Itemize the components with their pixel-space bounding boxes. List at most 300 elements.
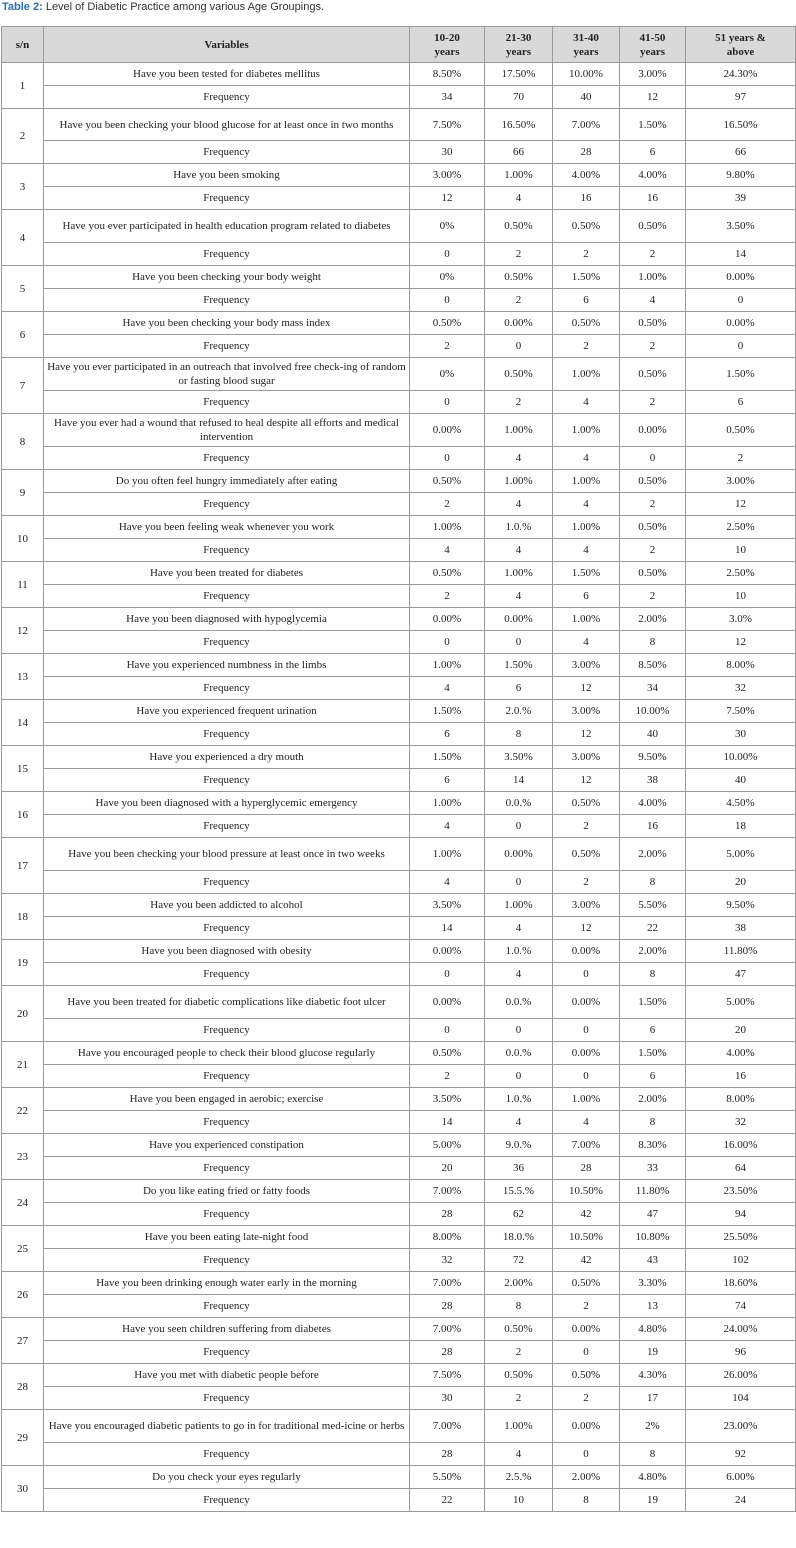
frequency-cell: 2 xyxy=(553,871,620,894)
row-number: 28 xyxy=(2,1364,44,1410)
frequency-cell: 2 xyxy=(485,1387,553,1410)
question-row xyxy=(2,516,796,539)
percent-cell: 1.50% xyxy=(620,986,686,1019)
frequency-cell: 4 xyxy=(553,391,620,414)
percent-cell: 0.50% xyxy=(686,414,796,447)
question-text: Have you experienced a dry mouth xyxy=(44,746,410,769)
frequency-label: Frequency xyxy=(44,391,410,414)
frequency-cell: 12 xyxy=(553,723,620,746)
percent-cell: 0.50% xyxy=(410,562,485,585)
percent-cell: 3.00% xyxy=(410,164,485,187)
percent-cell: 4.80% xyxy=(620,1318,686,1341)
percent-cell: 0.00% xyxy=(485,838,553,871)
percent-cell: 7.50% xyxy=(686,700,796,723)
row-number: 21 xyxy=(2,1042,44,1088)
frequency-cell: 12 xyxy=(620,86,686,109)
frequency-cell: 6 xyxy=(410,769,485,792)
percent-cell: 23.50% xyxy=(686,1180,796,1203)
frequency-row xyxy=(2,1065,796,1088)
frequency-cell: 2 xyxy=(620,585,686,608)
percent-cell: 0.00% xyxy=(686,266,796,289)
question-text: Have you experienced numbness in the limbs xyxy=(44,654,410,677)
percent-cell: 0.50% xyxy=(410,1042,485,1065)
frequency-cell: 0 xyxy=(553,1443,620,1466)
percent-cell: 0.00% xyxy=(553,1042,620,1065)
frequency-label: Frequency xyxy=(44,141,410,164)
percent-cell: 1.50% xyxy=(410,700,485,723)
row-number: 9 xyxy=(2,470,44,516)
frequency-cell: 2 xyxy=(485,391,553,414)
frequency-cell: 4 xyxy=(410,677,485,700)
frequency-cell: 0 xyxy=(485,335,553,358)
frequency-cell: 4 xyxy=(410,815,485,838)
frequency-cell: 8 xyxy=(620,1443,686,1466)
percent-cell: 24.30% xyxy=(686,63,796,86)
row-number: 1 xyxy=(2,63,44,109)
frequency-cell: 4 xyxy=(410,871,485,894)
frequency-cell: 34 xyxy=(620,677,686,700)
caption-label: Table 2: xyxy=(2,1,43,13)
percent-cell: 2.00% xyxy=(553,1466,620,1489)
question-row xyxy=(2,414,796,447)
frequency-cell: 43 xyxy=(620,1249,686,1272)
percent-cell: 0.00% xyxy=(410,986,485,1019)
percent-cell: 16.00% xyxy=(686,1134,796,1157)
frequency-row xyxy=(2,493,796,516)
percent-cell: 0.00% xyxy=(485,312,553,335)
row-number: 4 xyxy=(2,210,44,266)
frequency-row xyxy=(2,1157,796,1180)
frequency-cell: 6 xyxy=(620,1019,686,1042)
row-number: 10 xyxy=(2,516,44,562)
frequency-cell: 62 xyxy=(485,1203,553,1226)
frequency-cell: 2 xyxy=(553,1387,620,1410)
frequency-row xyxy=(2,1489,796,1512)
row-number: 24 xyxy=(2,1180,44,1226)
question-text: Do you often feel hungry immediately after eating xyxy=(44,470,410,493)
header-sn: s/n xyxy=(2,27,44,63)
frequency-cell: 2 xyxy=(620,335,686,358)
header-variables: Variables xyxy=(44,27,410,63)
frequency-cell: 20 xyxy=(686,1019,796,1042)
question-text: Have you been treated for diabetic complications like diabetic foot ulcer xyxy=(44,986,410,1019)
row-number: 3 xyxy=(2,164,44,210)
frequency-cell: 10 xyxy=(686,585,796,608)
frequency-label: Frequency xyxy=(44,1295,410,1318)
percent-cell: 7.50% xyxy=(410,109,485,141)
percent-cell: 0.50% xyxy=(620,210,686,243)
frequency-label: Frequency xyxy=(44,1065,410,1088)
frequency-cell: 0 xyxy=(686,335,796,358)
question-row xyxy=(2,608,796,631)
question-row xyxy=(2,1226,796,1249)
row-number: 8 xyxy=(2,414,44,470)
percent-cell: 0.50% xyxy=(620,470,686,493)
question-text: Have you been checking your blood glucose for at least once in two months xyxy=(44,109,410,141)
frequency-cell: 33 xyxy=(620,1157,686,1180)
frequency-cell: 94 xyxy=(686,1203,796,1226)
percent-cell: 8.00% xyxy=(410,1226,485,1249)
frequency-cell: 32 xyxy=(686,677,796,700)
frequency-cell: 40 xyxy=(686,769,796,792)
row-number: 22 xyxy=(2,1088,44,1134)
percent-cell: 2.00% xyxy=(620,1088,686,1111)
percent-cell: 5.50% xyxy=(620,894,686,917)
frequency-cell: 74 xyxy=(686,1295,796,1318)
percent-cell: 0.50% xyxy=(620,516,686,539)
frequency-cell: 8 xyxy=(620,631,686,654)
percent-cell: 0.50% xyxy=(485,210,553,243)
percent-cell: 0% xyxy=(410,266,485,289)
percent-cell: 1.50% xyxy=(485,654,553,677)
frequency-row xyxy=(2,963,796,986)
frequency-cell: 0 xyxy=(410,447,485,470)
percent-cell: 1.00% xyxy=(553,608,620,631)
frequency-cell: 0 xyxy=(553,1019,620,1042)
question-text: Have you ever had a wound that refused to heal despite all efforts and medical intervention xyxy=(44,414,410,447)
frequency-cell: 47 xyxy=(620,1203,686,1226)
percent-cell: 1.0.% xyxy=(485,1088,553,1111)
question-row xyxy=(2,109,796,141)
frequency-cell: 0 xyxy=(485,1065,553,1088)
frequency-cell: 104 xyxy=(686,1387,796,1410)
percent-cell: 1.50% xyxy=(410,746,485,769)
row-number: 29 xyxy=(2,1410,44,1466)
frequency-cell: 4 xyxy=(553,447,620,470)
percent-cell: 8.00% xyxy=(686,654,796,677)
percent-cell: 0.50% xyxy=(485,266,553,289)
frequency-cell: 8 xyxy=(620,963,686,986)
frequency-cell: 22 xyxy=(620,917,686,940)
question-text: Have you been diagnosed with hypoglycemia xyxy=(44,608,410,631)
question-text: Do you like eating fried or fatty foods xyxy=(44,1180,410,1203)
frequency-row xyxy=(2,1203,796,1226)
percent-cell: 16.50% xyxy=(485,109,553,141)
frequency-cell: 0 xyxy=(553,1065,620,1088)
percent-cell: 1.00% xyxy=(410,516,485,539)
frequency-label: Frequency xyxy=(44,1019,410,1042)
frequency-cell: 6 xyxy=(620,1065,686,1088)
percent-cell: 0.0.% xyxy=(485,792,553,815)
percent-cell: 2.50% xyxy=(686,562,796,585)
frequency-label: Frequency xyxy=(44,86,410,109)
frequency-cell: 0 xyxy=(410,289,485,312)
header-10-20: 10-20 years xyxy=(410,27,485,63)
percent-cell: 3.30% xyxy=(620,1272,686,1295)
question-row xyxy=(2,1134,796,1157)
frequency-cell: 14 xyxy=(485,769,553,792)
percent-cell: 7.00% xyxy=(410,1180,485,1203)
frequency-cell: 97 xyxy=(686,86,796,109)
frequency-label: Frequency xyxy=(44,493,410,516)
row-number: 15 xyxy=(2,746,44,792)
frequency-row xyxy=(2,187,796,210)
percent-cell: 26.00% xyxy=(686,1364,796,1387)
percent-cell: 7.00% xyxy=(410,1318,485,1341)
frequency-cell: 42 xyxy=(553,1249,620,1272)
percent-cell: 2.00% xyxy=(620,608,686,631)
frequency-row xyxy=(2,871,796,894)
frequency-label: Frequency xyxy=(44,335,410,358)
percent-cell: 3.00% xyxy=(553,654,620,677)
percent-cell: 25.50% xyxy=(686,1226,796,1249)
percent-cell: 1.00% xyxy=(553,470,620,493)
frequency-label: Frequency xyxy=(44,1341,410,1364)
percent-cell: 0.0.% xyxy=(485,986,553,1019)
frequency-label: Frequency xyxy=(44,1249,410,1272)
row-number: 30 xyxy=(2,1466,44,1512)
row-number: 14 xyxy=(2,700,44,746)
frequency-cell: 4 xyxy=(485,917,553,940)
frequency-cell: 4 xyxy=(553,1111,620,1134)
percent-cell: 0.50% xyxy=(485,1318,553,1341)
frequency-cell: 6 xyxy=(410,723,485,746)
frequency-cell: 39 xyxy=(686,187,796,210)
percent-cell: 5.00% xyxy=(686,838,796,871)
row-number: 20 xyxy=(2,986,44,1042)
frequency-cell: 17 xyxy=(620,1387,686,1410)
question-row xyxy=(2,940,796,963)
percent-cell: 4.30% xyxy=(620,1364,686,1387)
question-row xyxy=(2,894,796,917)
percent-cell: 9.0.% xyxy=(485,1134,553,1157)
frequency-label: Frequency xyxy=(44,917,410,940)
frequency-cell: 8 xyxy=(620,871,686,894)
frequency-label: Frequency xyxy=(44,289,410,312)
percent-cell: 3.0% xyxy=(686,608,796,631)
frequency-cell: 0 xyxy=(485,815,553,838)
row-number: 19 xyxy=(2,940,44,986)
frequency-cell: 38 xyxy=(686,917,796,940)
frequency-cell: 28 xyxy=(410,1341,485,1364)
frequency-label: Frequency xyxy=(44,963,410,986)
percent-cell: 1.00% xyxy=(485,164,553,187)
frequency-cell: 28 xyxy=(553,1157,620,1180)
percent-cell: 8.30% xyxy=(620,1134,686,1157)
frequency-cell: 2 xyxy=(485,289,553,312)
percent-cell: 0.50% xyxy=(485,1364,553,1387)
frequency-label: Frequency xyxy=(44,1387,410,1410)
percent-cell: 1.0.% xyxy=(485,940,553,963)
frequency-cell: 70 xyxy=(485,86,553,109)
percent-cell: 6.00% xyxy=(686,1466,796,1489)
percent-cell: 1.50% xyxy=(620,1042,686,1065)
frequency-cell: 8 xyxy=(620,1111,686,1134)
frequency-row xyxy=(2,335,796,358)
frequency-row xyxy=(2,1249,796,1272)
percent-cell: 1.00% xyxy=(485,470,553,493)
frequency-label: Frequency xyxy=(44,769,410,792)
row-number: 12 xyxy=(2,608,44,654)
row-number: 5 xyxy=(2,266,44,312)
frequency-cell: 16 xyxy=(553,187,620,210)
caption-text: Level of Diabetic Practice among various Age Groupings. xyxy=(42,1,325,13)
frequency-label: Frequency xyxy=(44,631,410,654)
frequency-cell: 2 xyxy=(485,1341,553,1364)
percent-cell: 0.50% xyxy=(553,838,620,871)
frequency-cell: 2 xyxy=(620,243,686,266)
question-text: Have you experienced constipation xyxy=(44,1134,410,1157)
percent-cell: 0.50% xyxy=(620,312,686,335)
frequency-cell: 4 xyxy=(553,539,620,562)
frequency-cell: 0 xyxy=(553,1341,620,1364)
percent-cell: 0.0.% xyxy=(485,1042,553,1065)
percent-cell: 10.50% xyxy=(553,1180,620,1203)
row-number: 2 xyxy=(2,109,44,164)
percent-cell: 1.0.% xyxy=(485,516,553,539)
frequency-label: Frequency xyxy=(44,187,410,210)
question-text: Have you been diagnosed with obesity xyxy=(44,940,410,963)
frequency-row xyxy=(2,585,796,608)
percent-cell: 3.00% xyxy=(553,746,620,769)
frequency-cell: 6 xyxy=(620,141,686,164)
question-text: Have you ever participated in health education program related to diabetes xyxy=(44,210,410,243)
percent-cell: 3.00% xyxy=(553,700,620,723)
percent-cell: 3.50% xyxy=(410,894,485,917)
question-row xyxy=(2,1410,796,1443)
frequency-cell: 32 xyxy=(410,1249,485,1272)
frequency-cell: 0 xyxy=(553,963,620,986)
row-number: 17 xyxy=(2,838,44,894)
percent-cell: 10.00% xyxy=(553,63,620,86)
percent-cell: 3.00% xyxy=(553,894,620,917)
row-number: 11 xyxy=(2,562,44,608)
percent-cell: 1.00% xyxy=(410,838,485,871)
percent-cell: 2.50% xyxy=(686,516,796,539)
frequency-cell: 2 xyxy=(553,243,620,266)
percent-cell: 4.50% xyxy=(686,792,796,815)
frequency-label: Frequency xyxy=(44,1443,410,1466)
frequency-row xyxy=(2,391,796,414)
frequency-cell: 12 xyxy=(410,187,485,210)
row-number: 27 xyxy=(2,1318,44,1364)
frequency-row xyxy=(2,1341,796,1364)
row-number: 13 xyxy=(2,654,44,700)
frequency-cell: 0 xyxy=(485,871,553,894)
frequency-label: Frequency xyxy=(44,871,410,894)
question-row xyxy=(2,1042,796,1065)
question-row xyxy=(2,1180,796,1203)
percent-cell: 0.50% xyxy=(553,210,620,243)
frequency-cell: 66 xyxy=(686,141,796,164)
percent-cell: 0.00% xyxy=(485,608,553,631)
frequency-cell: 13 xyxy=(620,1295,686,1318)
question-text: Have you been checking your body mass index xyxy=(44,312,410,335)
percent-cell: 11.80% xyxy=(686,940,796,963)
percent-cell: 0.50% xyxy=(553,312,620,335)
frequency-cell: 14 xyxy=(410,917,485,940)
frequency-label: Frequency xyxy=(44,1157,410,1180)
percent-cell: 0.50% xyxy=(410,312,485,335)
row-number: 18 xyxy=(2,894,44,940)
percent-cell: 4.00% xyxy=(620,164,686,187)
frequency-cell: 42 xyxy=(553,1203,620,1226)
question-row xyxy=(2,1364,796,1387)
question-text: Have you been engaged in aerobic; exercise xyxy=(44,1088,410,1111)
question-row xyxy=(2,210,796,243)
percent-cell: 2.00% xyxy=(485,1272,553,1295)
frequency-row xyxy=(2,815,796,838)
frequency-row xyxy=(2,1387,796,1410)
frequency-cell: 30 xyxy=(410,1387,485,1410)
frequency-cell: 4 xyxy=(485,493,553,516)
frequency-cell: 6 xyxy=(686,391,796,414)
percent-cell: 1.50% xyxy=(553,266,620,289)
question-text: Have you been addicted to alcohol xyxy=(44,894,410,917)
frequency-cell: 2 xyxy=(410,493,485,516)
question-row xyxy=(2,470,796,493)
frequency-cell: 34 xyxy=(410,86,485,109)
header-41-50: 41-50 years xyxy=(620,27,686,63)
frequency-row xyxy=(2,631,796,654)
percent-cell: 0% xyxy=(410,358,485,391)
percent-cell: 0.50% xyxy=(620,562,686,585)
frequency-label: Frequency xyxy=(44,1111,410,1134)
percent-cell: 18.0.% xyxy=(485,1226,553,1249)
frequency-label: Frequency xyxy=(44,723,410,746)
frequency-cell: 96 xyxy=(686,1341,796,1364)
percent-cell: 10.80% xyxy=(620,1226,686,1249)
frequency-cell: 4 xyxy=(485,1111,553,1134)
question-text: Have you seen children suffering from diabetes xyxy=(44,1318,410,1341)
frequency-row xyxy=(2,289,796,312)
percent-cell: 3.50% xyxy=(686,210,796,243)
frequency-cell: 0 xyxy=(410,1019,485,1042)
frequency-cell: 12 xyxy=(686,631,796,654)
percent-cell: 1.00% xyxy=(485,1410,553,1443)
percent-cell: 0.50% xyxy=(553,792,620,815)
question-row xyxy=(2,792,796,815)
percent-cell: 1.50% xyxy=(553,562,620,585)
frequency-cell: 2 xyxy=(620,539,686,562)
frequency-cell: 0 xyxy=(410,631,485,654)
question-row xyxy=(2,838,796,871)
row-number: 26 xyxy=(2,1272,44,1318)
frequency-row xyxy=(2,447,796,470)
question-text: Have you experienced frequent urination xyxy=(44,700,410,723)
question-row xyxy=(2,1466,796,1489)
frequency-cell: 12 xyxy=(686,493,796,516)
frequency-cell: 2 xyxy=(485,243,553,266)
frequency-row xyxy=(2,539,796,562)
percent-cell: 10.50% xyxy=(553,1226,620,1249)
frequency-cell: 2 xyxy=(553,815,620,838)
frequency-cell: 2 xyxy=(410,335,485,358)
percent-cell: 0.00% xyxy=(553,986,620,1019)
percent-cell: 8.50% xyxy=(620,654,686,677)
row-number: 6 xyxy=(2,312,44,358)
percent-cell: 10.00% xyxy=(620,700,686,723)
frequency-cell: 12 xyxy=(553,677,620,700)
frequency-cell: 4 xyxy=(485,447,553,470)
frequency-cell: 32 xyxy=(686,1111,796,1134)
percent-cell: 1.50% xyxy=(620,109,686,141)
frequency-cell: 12 xyxy=(553,769,620,792)
percent-cell: 4.00% xyxy=(620,792,686,815)
question-text: Have you encouraged diabetic patients to go in for traditional med-icine or herbs xyxy=(44,1410,410,1443)
frequency-label: Frequency xyxy=(44,243,410,266)
question-text: Have you been checking your body weight xyxy=(44,266,410,289)
frequency-cell: 16 xyxy=(620,187,686,210)
question-text: Have you been drinking enough water early in the morning xyxy=(44,1272,410,1295)
frequency-cell: 4 xyxy=(485,963,553,986)
frequency-cell: 2 xyxy=(686,447,796,470)
question-row xyxy=(2,358,796,391)
frequency-row xyxy=(2,86,796,109)
frequency-cell: 8 xyxy=(485,723,553,746)
frequency-cell: 0 xyxy=(410,243,485,266)
percent-cell: 4.80% xyxy=(620,1466,686,1489)
